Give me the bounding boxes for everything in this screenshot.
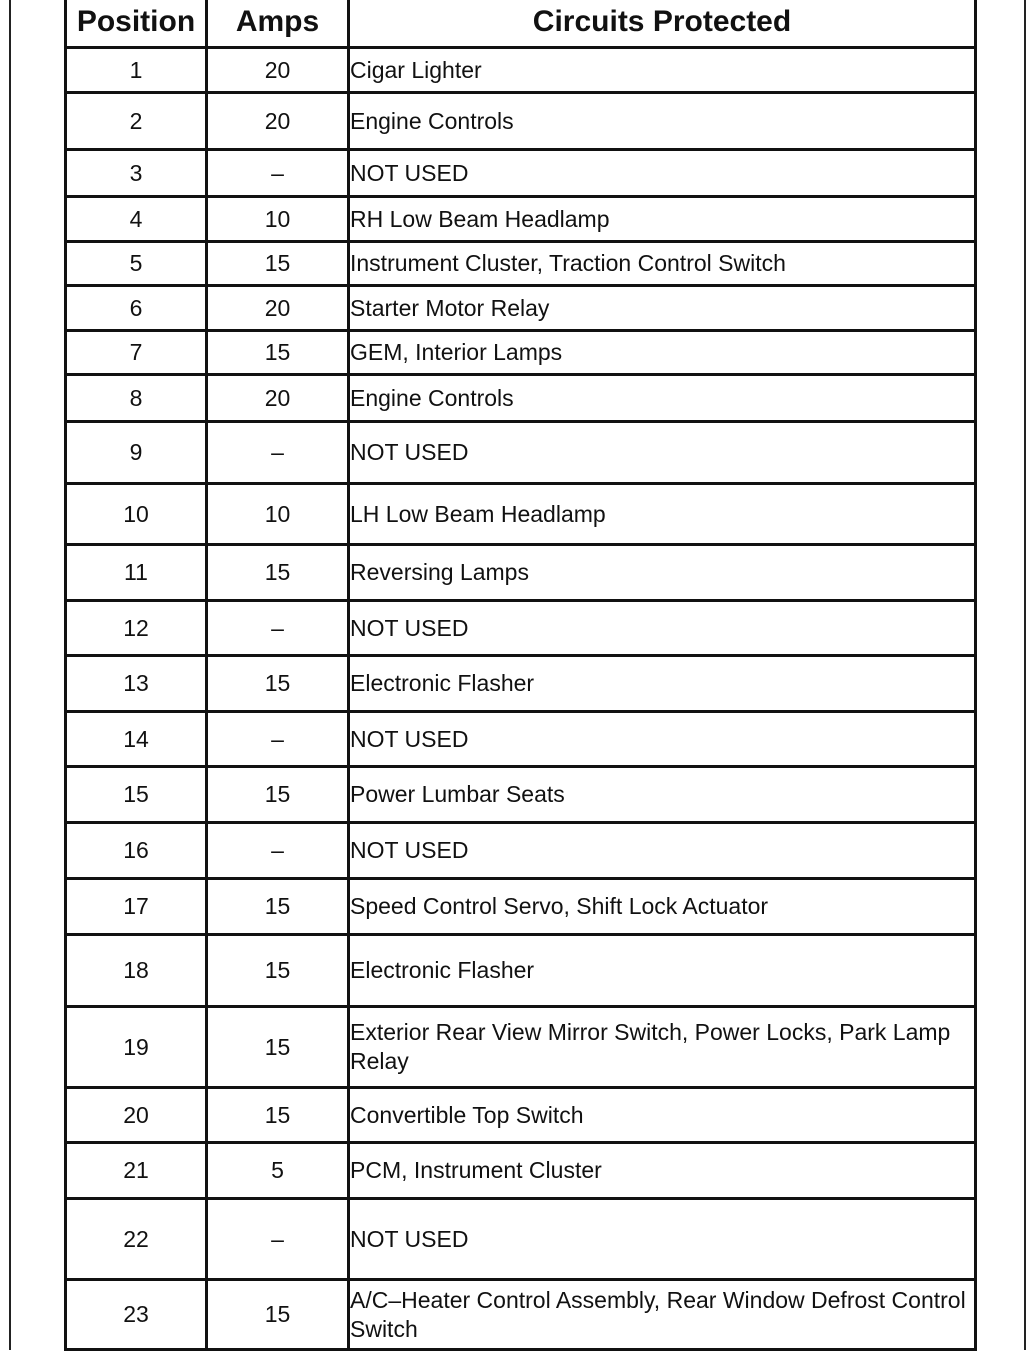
table-row xyxy=(66,823,976,879)
circuit-description-cell: GEM, Interior Lamps xyxy=(349,331,976,375)
fuse-amps-cell: 20 xyxy=(207,48,349,93)
header-row xyxy=(66,0,976,48)
fuse-position-cell: 9 xyxy=(66,422,207,484)
fuse-amps-cell: 20 xyxy=(207,93,349,150)
table-row xyxy=(66,422,976,484)
fuse-amps-cell: 15 xyxy=(207,879,349,935)
fuse-amps-cell: – xyxy=(207,823,349,879)
fuse-position-cell: 23 xyxy=(66,1280,207,1350)
fuse-amps-cell: – xyxy=(207,601,349,656)
fuse-position-cell: 13 xyxy=(66,656,207,712)
table-row xyxy=(66,1199,976,1280)
header-amps: Amps xyxy=(207,0,349,48)
page-right-edge xyxy=(1024,0,1026,1350)
fuse-amps-cell: 15 xyxy=(207,545,349,601)
table-row xyxy=(66,601,976,656)
circuit-description-cell: NOT USED xyxy=(349,1199,976,1280)
circuit-description-cell: Power Lumbar Seats xyxy=(349,767,976,823)
circuit-description-cell: Instrument Cluster, Traction Control Switch xyxy=(349,242,976,286)
table-row xyxy=(66,879,976,935)
circuit-description-cell: NOT USED xyxy=(349,823,976,879)
page-left-edge xyxy=(9,0,11,1350)
table-row xyxy=(66,1280,976,1350)
circuit-description-cell: Cigar Lighter xyxy=(349,48,976,93)
fuse-position-cell: 5 xyxy=(66,242,207,286)
circuit-description-cell: Reversing Lamps xyxy=(349,545,976,601)
table-row xyxy=(66,1088,976,1143)
circuit-description-cell: Speed Control Servo, Shift Lock Actuator xyxy=(349,879,976,935)
table-row xyxy=(66,150,976,197)
fuse-position-cell: 3 xyxy=(66,150,207,197)
fuse-position-cell: 1 xyxy=(66,48,207,93)
table-row xyxy=(66,331,976,375)
circuit-description-cell: Convertible Top Switch xyxy=(349,1088,976,1143)
fuse-position-cell: 15 xyxy=(66,767,207,823)
header-position: Position xyxy=(66,0,207,48)
table-row xyxy=(66,484,976,545)
fuse-position-cell: 14 xyxy=(66,712,207,767)
fuse-position-cell: 21 xyxy=(66,1143,207,1199)
table-row xyxy=(66,712,976,767)
fuse-amps-cell: 20 xyxy=(207,375,349,422)
fuse-amps-cell: 5 xyxy=(207,1143,349,1199)
table-row xyxy=(66,48,976,93)
circuit-description-cell: Exterior Rear View Mirror Switch, Power Locks, Park Lamp Relay xyxy=(349,1007,976,1088)
fuse-amps-cell: 20 xyxy=(207,286,349,331)
table-row xyxy=(66,93,976,150)
fuse-position-cell: 8 xyxy=(66,375,207,422)
table-row xyxy=(66,1007,976,1088)
fuse-amps-cell: 15 xyxy=(207,935,349,1007)
fuse-amps-cell: 10 xyxy=(207,197,349,242)
fuse-position-cell: 20 xyxy=(66,1088,207,1143)
fuse-amps-cell: 15 xyxy=(207,656,349,712)
circuit-description-cell: A/C–Heater Control Assembly, Rear Window Defrost Control Switch xyxy=(349,1280,976,1350)
fuse-position-cell: 11 xyxy=(66,545,207,601)
table-row xyxy=(66,375,976,422)
fuse-position-cell: 6 xyxy=(66,286,207,331)
fuse-amps-cell: 15 xyxy=(207,242,349,286)
header-circuits: Circuits Protected xyxy=(349,0,976,48)
fuse-position-cell: 12 xyxy=(66,601,207,656)
table-row xyxy=(66,767,976,823)
circuit-description-cell: LH Low Beam Headlamp xyxy=(349,484,976,545)
table-body xyxy=(66,48,976,1350)
fuse-position-cell: 7 xyxy=(66,331,207,375)
table-row xyxy=(66,935,976,1007)
fuse-position-cell: 2 xyxy=(66,93,207,150)
fuse-table xyxy=(64,0,977,1351)
circuit-description-cell: Electronic Flasher xyxy=(349,656,976,712)
table-row xyxy=(66,545,976,601)
circuit-description-cell: Electronic Flasher xyxy=(349,935,976,1007)
fuse-position-cell: 18 xyxy=(66,935,207,1007)
fuse-amps-cell: 15 xyxy=(207,1007,349,1088)
fuse-position-cell: 10 xyxy=(66,484,207,545)
table-row xyxy=(66,286,976,331)
table-row xyxy=(66,1143,976,1199)
fuse-position-cell: 16 xyxy=(66,823,207,879)
fuse-amps-cell: – xyxy=(207,150,349,197)
circuit-description-cell: NOT USED xyxy=(349,712,976,767)
fuse-amps-cell: 15 xyxy=(207,1088,349,1143)
circuit-description-cell: PCM, Instrument Cluster xyxy=(349,1143,976,1199)
circuit-description-cell: RH Low Beam Headlamp xyxy=(349,197,976,242)
fuse-amps-cell: – xyxy=(207,1199,349,1280)
circuit-description-cell: NOT USED xyxy=(349,150,976,197)
fuse-position-cell: 17 xyxy=(66,879,207,935)
circuit-description-cell: Engine Controls xyxy=(349,93,976,150)
circuit-description-cell: Starter Motor Relay xyxy=(349,286,976,331)
fuse-amps-cell: 10 xyxy=(207,484,349,545)
fuse-amps-cell: – xyxy=(207,422,349,484)
table-row xyxy=(66,656,976,712)
table-row xyxy=(66,242,976,286)
circuit-description-cell: NOT USED xyxy=(349,422,976,484)
table-row xyxy=(66,197,976,242)
fuse-amps-cell: 15 xyxy=(207,767,349,823)
circuit-description-cell: NOT USED xyxy=(349,601,976,656)
circuit-description-cell: Engine Controls xyxy=(349,375,976,422)
fuse-amps-cell: 15 xyxy=(207,1280,349,1350)
fuse-position-cell: 4 xyxy=(66,197,207,242)
fuse-amps-cell: – xyxy=(207,712,349,767)
fuse-position-cell: 22 xyxy=(66,1199,207,1280)
fuse-amps-cell: 15 xyxy=(207,331,349,375)
fuse-position-cell: 19 xyxy=(66,1007,207,1088)
